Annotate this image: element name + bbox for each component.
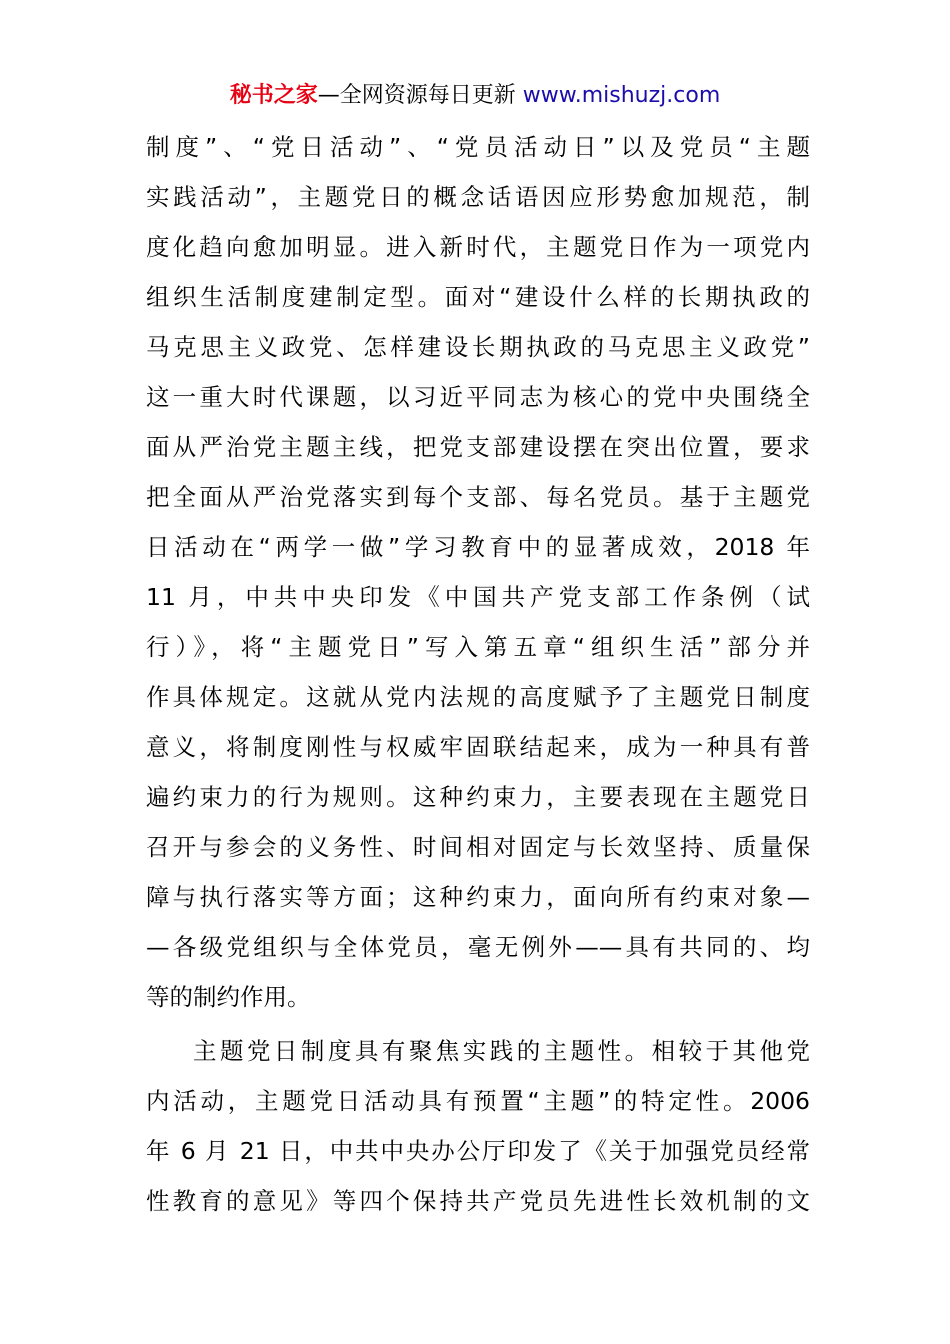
site-url-link[interactable]: www.mishuzj.com	[522, 83, 721, 108]
paragraph	[146, 122, 810, 1022]
text-line: 把全面从严治党落实到每个支部、每名党员。基于主题党	[146, 483, 810, 511]
text-line: 内活动，主题党日活动具有预置“主题”的特定性。2006	[146, 1087, 810, 1115]
text-line: 马克思主义政党、怎样建设长期执政的马克思主义政党”	[146, 333, 810, 361]
text-line: 遍约束力的行为规则。这种约束力，主要表现在主题党日	[146, 783, 810, 811]
text-line: 作具体规定。这就从党内法规的高度赋予了主题党日制度	[146, 683, 810, 711]
text-line: 年 6 月 21 日，中共中央办公厅印发了《关于加强党员经常	[146, 1137, 810, 1165]
site-tagline: —全网资源每日更新	[317, 83, 516, 108]
text-line: 障与执行落实等方面；这种约束力，面向所有约束对象—	[146, 883, 810, 911]
text-line: —各级党组织与全体党员，毫无例外——具有共同的、均	[146, 933, 810, 961]
text-line: 行）》，将“主题党日”写入第五章“组织生活”部分并	[146, 633, 810, 661]
document-body	[146, 122, 810, 1226]
text-line: 意义，将制度刚性与权威牢固联结起来，成为一种具有普	[146, 733, 810, 761]
text-line: 主题党日制度具有聚焦实践的主题性。相较于其他党	[193, 1037, 810, 1065]
text-line: 度化趋向愈加明显。进入新时代，主题党日作为一项党内	[146, 233, 810, 261]
text-line: 召开与参会的义务性、时间相对固定与长效坚持、质量保	[146, 833, 810, 861]
paragraph	[146, 1026, 810, 1226]
text-line: 制度”、“党日活动”、“党员活动日”以及党员“主题	[146, 133, 810, 161]
text-line: 实践活动”，主题党日的概念话语因应形势愈加规范，制	[146, 183, 810, 211]
text-line: 组织生活制度建制定型。面对“建设什么样的长期执政的	[146, 283, 810, 311]
text-line: 性教育的意见》等四个保持共产党员先进性长效机制的文	[146, 1187, 810, 1215]
site-header	[0, 80, 950, 112]
site-brand: 秘书之家	[229, 83, 318, 108]
text-line: 11 月，中共中央印发《中国共产党支部工作条例（试	[146, 583, 810, 611]
text-line: 面从严治党主题主线，把党支部建设摆在突出位置，要求	[146, 433, 810, 461]
text-line: 这一重大时代课题，以习近平同志为核心的党中央围绕全	[146, 383, 810, 411]
text-line: 等的制约作用。	[146, 983, 311, 1011]
text-line: 日活动在“两学一做”学习教育中的显著成效，2018 年	[146, 533, 810, 561]
